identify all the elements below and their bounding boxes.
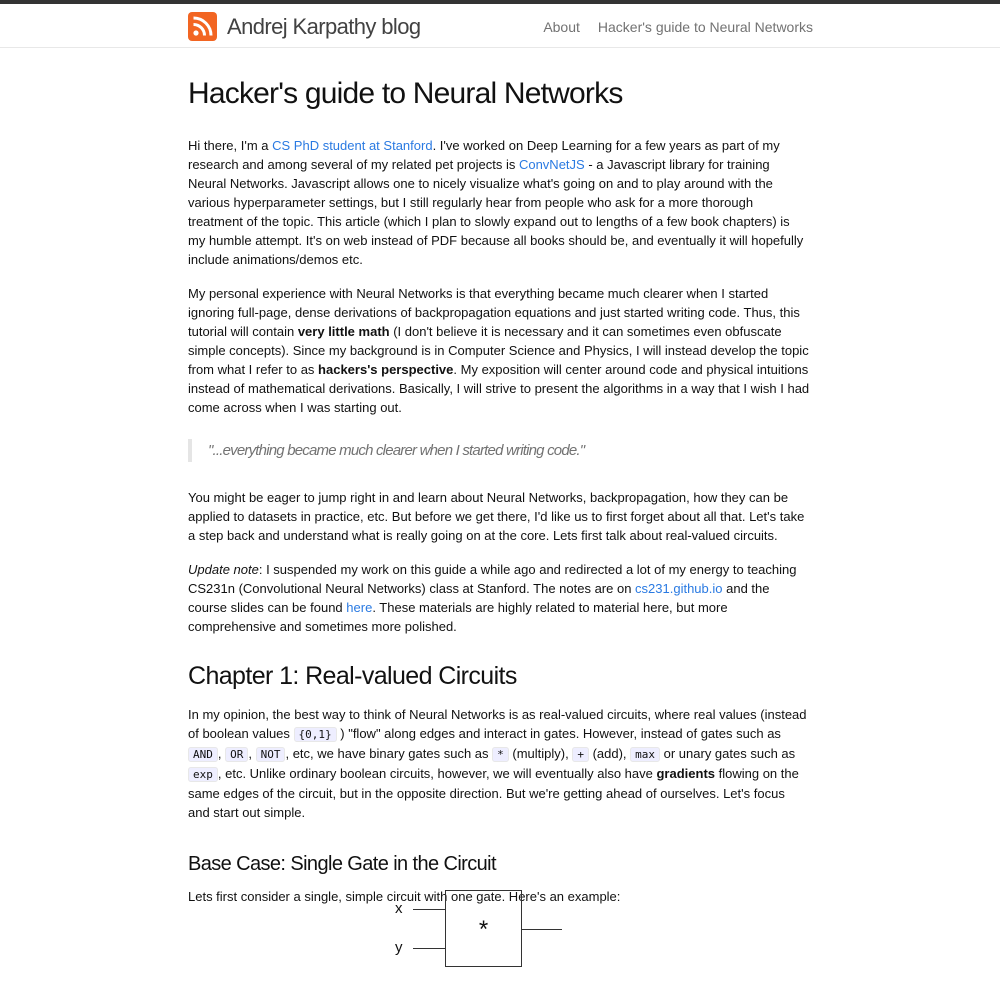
nav-about-link[interactable]: About [543, 19, 580, 35]
intro-paragraph [188, 136, 810, 269]
multiply-operator: * [478, 916, 489, 943]
output-wire [522, 929, 562, 930]
code-not: NOT [256, 747, 286, 762]
cs231-link[interactable]: cs231.github.io [635, 581, 723, 596]
text-run: . These materials are highly related to material here, but more comprehensive and sometimes more polished. [188, 600, 728, 634]
update-note-label: Update note [188, 562, 259, 577]
text-run: , etc. Unlike ordinary boolean circuits, however, we will eventually also have [217, 766, 657, 781]
eager-paragraph: You might be eager to jump right in and learn about Neural Networks, backpropagation, how they can be applied to datasets in practice, etc. But before we get there, I'd like us to first forget about all that. Let's take a step back and understand what is really going on at the core. Lets first talk about real-valued circuits. [188, 490, 805, 543]
stanford-phd-link[interactable]: CS PhD student at Stanford [272, 138, 433, 153]
input-y-wire [413, 948, 445, 949]
site-brand[interactable] [188, 12, 420, 41]
text-run: , [217, 746, 226, 761]
code-exp: exp [188, 767, 218, 782]
text-run: . My exposition will center around code and physical intuitions instead of mathematical derivations. Basically, I will strive to present the algorithms in a way that I wish I had come across when I was starting out. [188, 362, 810, 415]
text-run: . I've worked on Deep Learning for a few years as part of my research and among several of my related pet projects is [188, 138, 780, 172]
gate-diagram [390, 885, 570, 975]
input-x-label: x [395, 900, 403, 917]
convnetjs-link[interactable]: ConvNetJS [518, 157, 585, 172]
bold-gradients: gradients [656, 766, 715, 781]
real-valued-circuits-paragraph [188, 705, 810, 822]
single-gate-paragraph: Lets first consider a single, simple circuit with one gate. Here's an example: [188, 889, 621, 904]
text-run: My personal experience with Neural Networks is that everything became much clearer when I started ignoring full-page, dense derivations of backpropagation equations and just started writing code. Thus, this tutorial will contain [188, 286, 800, 339]
pull-quote [188, 439, 810, 462]
text-run: : I suspended my work on this guide a while ago and redirected a lot of my energy to teaching CS231n (Convolutional Neural Networks) class at Stanford. The notes are on [188, 562, 797, 596]
site-nav [543, 19, 813, 35]
text-run: Hi there, I'm a [188, 138, 273, 153]
text-run: - a Javascript library for training Neural Networks. Javascript allows one to nicely visualize what's going on and to play around with the various hyperparameter settings, but I still regularly hear from people who ask for a more thorough treatment of the topic. This article (which I plan to slowly expand out to lengths of a few book chapters) is my humble attempt. It's on web instead of PDF because all books should be, and eventually it will hopefully include animations/demos etc. [188, 157, 804, 267]
text-run: (I don't believe it is necessary and it can sometimes even obfuscate simple concepts). Since my background is in Computer Science and Physics, I will instead develop the topic from what I refer to as [188, 324, 809, 377]
rss-icon[interactable] [188, 12, 217, 41]
code-max: max [630, 747, 660, 762]
update-note-paragraph [188, 560, 810, 636]
text-run: In my opinion, the best way to think of Neural Networks is as real-valued circuits, where real values (instead of boolean values [188, 707, 807, 741]
text-run: (multiply), [508, 746, 573, 761]
code-multiply: * [492, 747, 509, 762]
text-run: or unary gates such as [660, 746, 796, 761]
post-content [188, 48, 810, 906]
quote-text: "...everything became much clearer when I started writing code." [208, 442, 585, 459]
input-x-wire [413, 909, 445, 910]
chapter-1-heading: Chapter 1: Real-valued Circuits [188, 662, 517, 690]
text-run: ) "flow" along edges and interact in gates. However, instead of gates such as [336, 726, 781, 741]
text-run: flowing on the same edges of the circuit, but in the opposite direction. But we're getting ahead of ourselves. Let's focus and start out simple. [188, 766, 799, 820]
input-y-label: y [395, 939, 403, 956]
post-title: Hacker's guide to Neural Networks [188, 77, 623, 110]
site-header [0, 4, 1000, 48]
text-run: , [248, 746, 256, 761]
text-run: , etc, we have binary gates such as [285, 746, 493, 761]
code-bool-values: {0,1} [294, 727, 337, 742]
site-title[interactable]: Andrej Karpathy blog [227, 14, 421, 39]
text-run: and the course slides can be found [188, 581, 770, 615]
code-and: AND [188, 747, 218, 762]
bold-very-little-math: very little math [297, 324, 390, 339]
slides-here-link[interactable]: here [346, 600, 373, 615]
bold-hackers-perspective: hackers's perspective [318, 362, 454, 377]
code-add: + [572, 747, 589, 762]
base-case-heading: Base Case: Single Gate in the Circuit [188, 853, 496, 875]
experience-paragraph [188, 284, 810, 417]
nav-hackers-guide-link[interactable]: Hacker's guide to Neural Networks [597, 19, 813, 35]
text-run: (add), [588, 746, 631, 761]
code-or: OR [225, 747, 248, 762]
